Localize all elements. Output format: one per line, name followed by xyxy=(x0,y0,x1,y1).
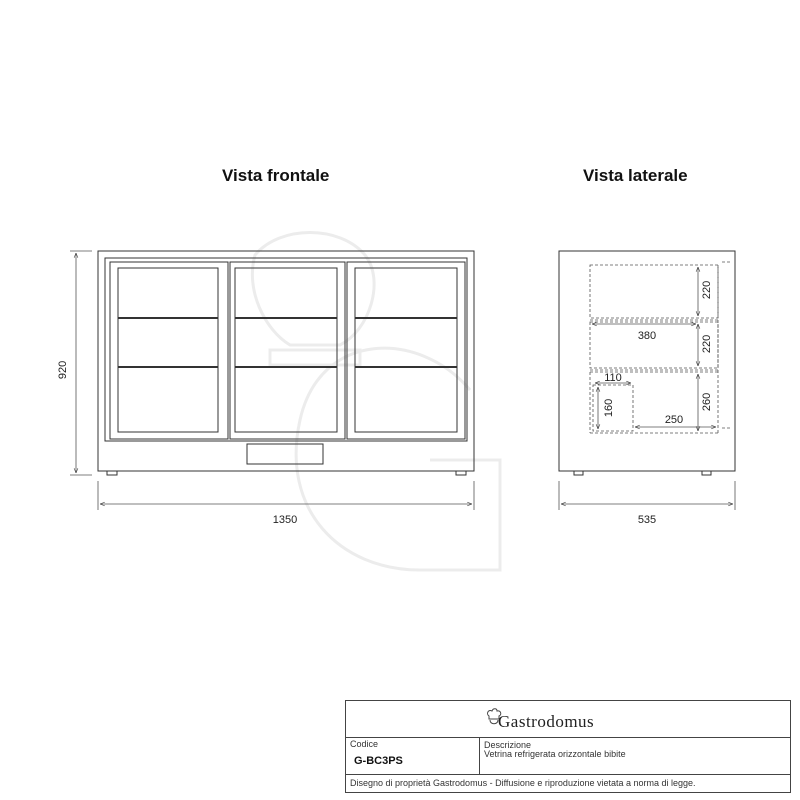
front-height-label: 920 xyxy=(57,360,69,380)
title-block-brand xyxy=(346,701,790,738)
side-width-label: 535 xyxy=(637,514,657,526)
description-value: Vetrina refrigerata orizzontale bibite xyxy=(484,749,626,759)
front-width-label: 1350 xyxy=(272,514,298,526)
front-foot-left xyxy=(107,471,117,475)
front-foot-right xyxy=(456,471,466,475)
compartment-width-label: 110 xyxy=(604,372,622,384)
brand-name: Gastrodomus xyxy=(498,712,595,731)
side-foot-right xyxy=(702,471,711,475)
front-view xyxy=(98,251,474,475)
title-block xyxy=(345,700,791,793)
side-width-dimension xyxy=(559,481,735,510)
front-control-panel xyxy=(247,444,323,464)
code-value: G-BC3PS xyxy=(354,755,403,767)
front-height-dimension xyxy=(70,251,92,475)
compartment-depth-label: 250 xyxy=(664,414,684,426)
shelf-top-label: 220 xyxy=(701,280,713,300)
ownership-footer: Disegno di proprietà Gastrodomus - Diffusione e riproduzione vietata a norma di legge. xyxy=(350,778,696,788)
side-foot-left xyxy=(574,471,583,475)
code-label: Codice xyxy=(350,739,379,749)
front-door-left xyxy=(110,262,228,439)
front-view-title: Vista frontale xyxy=(222,166,330,185)
shelf-mid-label: 220 xyxy=(701,334,713,354)
front-outer-body xyxy=(98,251,474,471)
description-cell xyxy=(480,737,790,775)
description-label: Descrizione xyxy=(484,740,532,750)
code-cell xyxy=(346,737,480,775)
compartment-height-label: 160 xyxy=(603,398,615,418)
front-width-dimension xyxy=(98,481,474,510)
front-door-left-glass xyxy=(118,268,218,432)
shelf-bottom-label: 260 xyxy=(701,392,713,412)
side-view-title: Vista laterale xyxy=(583,166,688,185)
shelf-depth-label: 380 xyxy=(637,330,657,342)
